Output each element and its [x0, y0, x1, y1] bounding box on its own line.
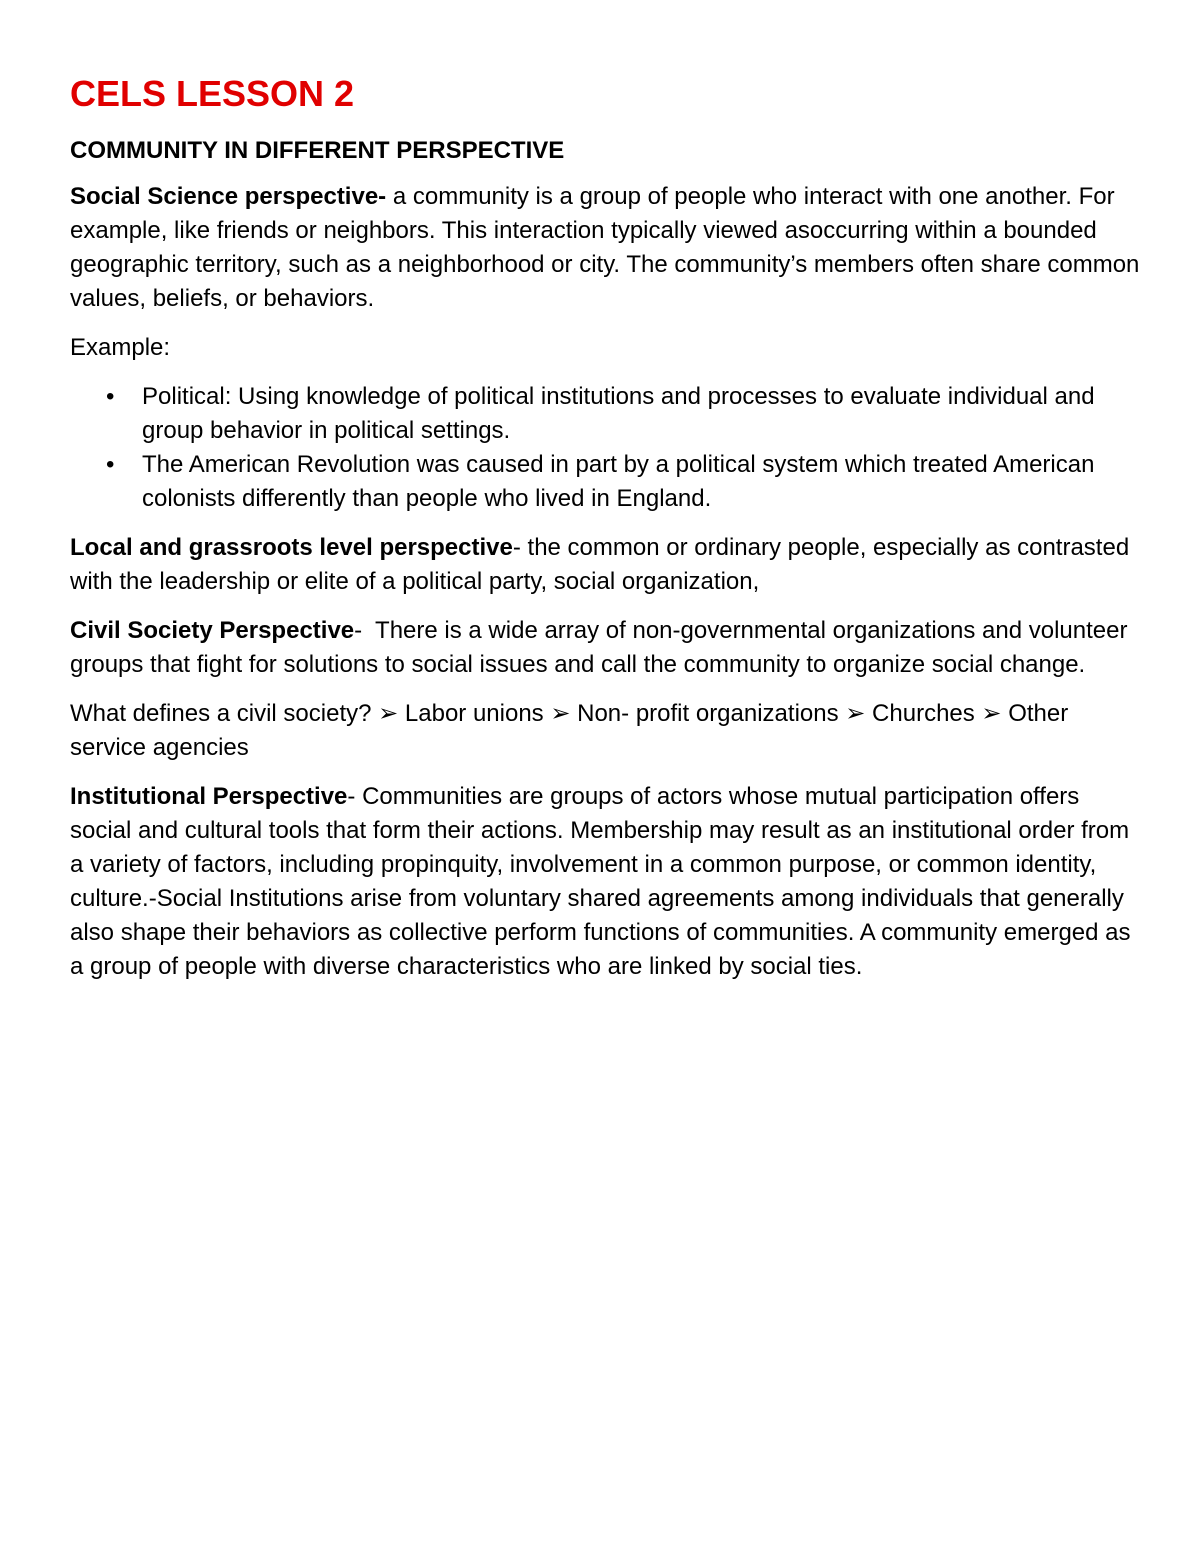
list-item	[70, 380, 1140, 448]
lesson-title: CELS LESSON 2	[70, 73, 355, 114]
bullet-icon: •	[106, 451, 115, 478]
civil-society-text: - There is a wide array of non-governmental organizations and volunteer groups that fight for solutions to social issues and call the community to organize social change.	[70, 617, 1135, 678]
local-grassroots-paragraph	[70, 531, 1140, 599]
institutional-paragraph	[70, 780, 1140, 984]
social-science-paragraph	[70, 180, 1140, 316]
section-heading: COMMUNITY IN DIFFERENT PERSPECTIVE	[70, 137, 565, 164]
civil-society-paragraph	[70, 614, 1140, 682]
local-grassroots-label: Local and grassroots level perspective	[70, 534, 513, 561]
institutional-label: Institutional Perspective	[70, 783, 348, 810]
bullet-icon: •	[106, 383, 115, 410]
example-list	[70, 380, 1140, 516]
local-grassroots-text: - the common or ordinary people, especially as contrasted with the leadership or elite of a political party, social organization,	[70, 534, 1130, 595]
civil-society-label: Civil Society Perspective	[70, 617, 355, 644]
social-science-text: a community is a group of people who interact with one another. For example, like friends or neighbors. This interaction typically viewed asoccurring within a bounded geographic territory, such as a neighborhood or city. The community’s members often share common values, beliefs, or behaviors.	[70, 183, 1140, 312]
institutional-text: - Communities are groups of actors whose mutual participation offers social and cultural tools that form their actions. Membership may result as an institutional order from a variety of factors, including propinquity, involvement in a common purpose, or common identity, culture.-Social Institutions arise from voluntary shared agreements among individuals that generally also shape their behaviors as collective perform functions of communities. A community emerged as a group of people with diverse characteristics who are linked by social ties.	[70, 783, 1131, 980]
example-label: Example:	[70, 334, 171, 361]
list-item-text: The American Revolution was caused in part by a political system which treated American colonists differently than people who lived in England.	[142, 451, 1095, 512]
social-science-label: Social Science perspective-	[70, 183, 387, 210]
list-item-text: Political: Using knowledge of political institutions and processes to evaluate individual and group behavior in political settings.	[142, 383, 1095, 444]
civil-society-question: What defines a civil society? ➢ Labor unions ➢ Non- profit organizations ➢ Churches ➢ Other service agencies	[70, 700, 1069, 761]
document-page	[70, 72, 1140, 999]
list-item	[70, 448, 1140, 516]
